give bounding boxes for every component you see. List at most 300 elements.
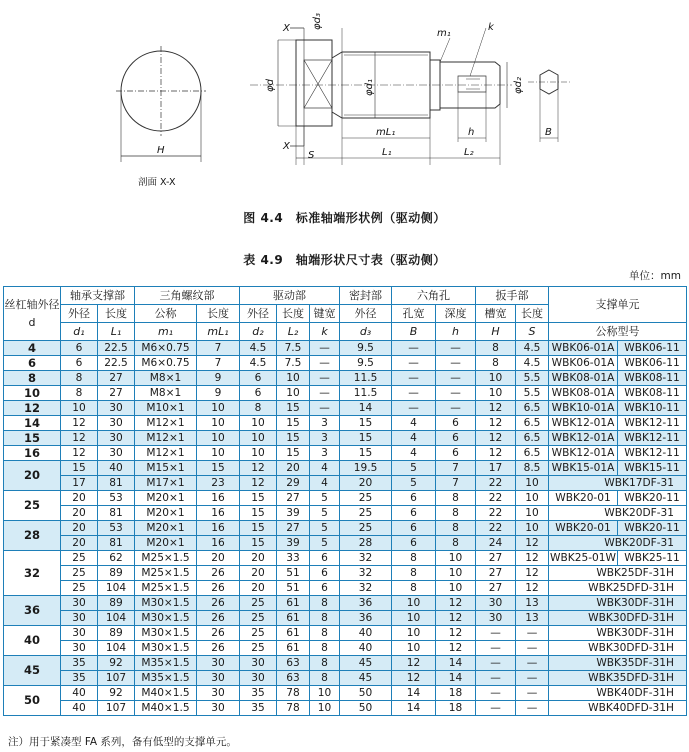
cell-d1: 6 — [61, 356, 98, 371]
cell-mL1: 9 — [197, 371, 240, 386]
cell-h: 18 — [436, 686, 476, 701]
cell-m1: M20×1 — [135, 521, 197, 536]
table-row — [4, 476, 687, 491]
cell-H: 10 — [476, 386, 516, 401]
cell-k: — — [310, 401, 340, 416]
table-row — [4, 686, 687, 701]
screw-dia-cell: 50 — [4, 686, 61, 716]
cell-B: — — [392, 341, 436, 356]
cell-B: 10 — [392, 596, 436, 611]
cell-B: 10 — [392, 641, 436, 656]
cell-mL1: 30 — [197, 701, 240, 716]
screw-dia-cell: 20 — [4, 461, 61, 491]
cell-d1: 17 — [61, 476, 98, 491]
header-outer-dia: 外径 — [61, 305, 98, 323]
cell-B: 12 — [392, 656, 436, 671]
cell-L2: 15 — [277, 401, 310, 416]
cell-d2: 20 — [240, 581, 277, 596]
cell-h: 6 — [436, 446, 476, 461]
cell-h: — — [436, 341, 476, 356]
cell-d2: 20 — [240, 566, 277, 581]
support-unit-model: WBK30DFD-31H — [549, 641, 687, 656]
table-row — [4, 431, 687, 446]
cell-mL1: 16 — [197, 536, 240, 551]
cell-S: — — [516, 626, 549, 641]
cell-d1: 40 — [61, 686, 98, 701]
support-unit-model: WBK06-11 — [618, 356, 687, 371]
support-unit-model: WBK12-01A — [549, 431, 618, 446]
cell-B: 8 — [392, 551, 436, 566]
cell-h: 10 — [436, 551, 476, 566]
cell-L2: 15 — [277, 431, 310, 446]
cell-mL1: 26 — [197, 581, 240, 596]
cell-H: 10 — [476, 371, 516, 386]
cell-S: 6.5 — [516, 416, 549, 431]
support-unit-model: WBK10-11 — [618, 401, 687, 416]
cell-L1: 104 — [98, 641, 135, 656]
support-unit-model: WBK20DF-31 — [549, 506, 687, 521]
support-unit-model: WBK12-11 — [618, 431, 687, 446]
screw-dia-cell: 32 — [4, 551, 61, 596]
cell-d3: 50 — [340, 686, 392, 701]
cell-mL1: 10 — [197, 401, 240, 416]
cell-S: — — [516, 701, 549, 716]
table-row — [4, 461, 687, 476]
cell-d2: 35 — [240, 701, 277, 716]
unit-label: 单位：mm — [629, 270, 681, 282]
label-X2: X — [283, 141, 290, 152]
cell-h: 14 — [436, 656, 476, 671]
cell-d3: 40 — [340, 641, 392, 656]
header-outer-dia: 外径 — [340, 305, 392, 323]
support-unit-model: WBK08-11 — [618, 371, 687, 386]
cell-m1: M25×1.5 — [135, 566, 197, 581]
label-phi-d2: φd₂ — [513, 77, 524, 94]
header-hole-width: 孔宽 — [392, 305, 436, 323]
cell-S: — — [516, 671, 549, 686]
cell-d3: 15 — [340, 431, 392, 446]
table-row — [4, 611, 687, 626]
cell-H: 22 — [476, 521, 516, 536]
cell-H: — — [476, 656, 516, 671]
cell-H: — — [476, 641, 516, 656]
cell-d1: 10 — [61, 401, 98, 416]
cell-k: 8 — [310, 671, 340, 686]
symbol-d2: d₂ — [240, 323, 277, 341]
cell-d2: 25 — [240, 641, 277, 656]
cell-d3: 25 — [340, 491, 392, 506]
cell-B: 4 — [392, 446, 436, 461]
cell-d3: 28 — [340, 536, 392, 551]
cell-L1: 107 — [98, 671, 135, 686]
cell-h: 8 — [436, 536, 476, 551]
cell-L2: 15 — [277, 416, 310, 431]
cell-h: — — [436, 356, 476, 371]
screw-dia-cell: 14 — [4, 416, 61, 431]
cell-d2: 6 — [240, 371, 277, 386]
symbol-L1: L₁ — [98, 323, 135, 341]
cell-k: 5 — [310, 491, 340, 506]
figure-title: 图 4.4 标准轴端形状例（驱动侧） — [243, 211, 446, 225]
cell-d1: 8 — [61, 386, 98, 401]
cell-d2: 4.5 — [240, 356, 277, 371]
cell-h: 14 — [436, 671, 476, 686]
cell-mL1: 30 — [197, 686, 240, 701]
cell-k: 5 — [310, 521, 340, 536]
screw-dia-cell: 8 — [4, 371, 61, 386]
table-row — [4, 521, 687, 536]
cell-m1: M30×1.5 — [135, 611, 197, 626]
table-row — [4, 536, 687, 551]
cell-S: 4.5 — [516, 341, 549, 356]
cell-d1: 30 — [61, 596, 98, 611]
cell-L1: 22.5 — [98, 356, 135, 371]
cell-m1: M8×1 — [135, 386, 197, 401]
cell-k: 10 — [310, 701, 340, 716]
support-unit-model: WBK25DFD-31H — [549, 581, 687, 596]
cell-H: 27 — [476, 581, 516, 596]
cell-d2: 35 — [240, 686, 277, 701]
header-groove-width: 槽宽 — [476, 305, 516, 323]
label-mL1: mL₁ — [376, 127, 396, 138]
cell-B: 10 — [392, 611, 436, 626]
cell-m1: M20×1 — [135, 536, 197, 551]
cell-d3: 19.5 — [340, 461, 392, 476]
cell-h: — — [436, 386, 476, 401]
table-row — [4, 491, 687, 506]
table-row — [4, 551, 687, 566]
cell-d2: 6 — [240, 386, 277, 401]
cell-S: 10 — [516, 521, 549, 536]
cell-m1: M12×1 — [135, 431, 197, 446]
cell-mL1: 16 — [197, 491, 240, 506]
cell-k: 3 — [310, 416, 340, 431]
cell-L2: 61 — [277, 596, 310, 611]
table-row — [4, 626, 687, 641]
cell-B: — — [392, 356, 436, 371]
cell-d3: 32 — [340, 551, 392, 566]
cell-L2: 33 — [277, 551, 310, 566]
shaft-body — [296, 40, 332, 126]
cell-k: 4 — [310, 476, 340, 491]
support-unit-model: WBK25-01W — [550, 551, 616, 564]
cell-L2: 39 — [277, 536, 310, 551]
cell-S: 12 — [516, 536, 549, 551]
cell-L1: 40 — [98, 461, 135, 476]
cell-L2: 61 — [277, 611, 310, 626]
cell-d3: 32 — [340, 566, 392, 581]
section-label: 剖面 X-X — [138, 177, 176, 188]
cell-d3: 11.5 — [340, 371, 392, 386]
cell-S: 6.5 — [516, 431, 549, 446]
cell-d1: 20 — [61, 521, 98, 536]
cell-L1: 92 — [98, 686, 135, 701]
cell-d1: 30 — [61, 641, 98, 656]
label-k: k — [488, 22, 494, 33]
table-row — [4, 416, 687, 431]
cell-m1: M15×1 — [135, 461, 197, 476]
cell-H: 30 — [476, 596, 516, 611]
cell-d1: 40 — [61, 701, 98, 716]
cell-d1: 25 — [61, 551, 98, 566]
support-unit-model: WBK25DF-31H — [549, 566, 687, 581]
cell-d1: 20 — [61, 491, 98, 506]
cell-L2: 63 — [277, 671, 310, 686]
header-drive-part: 驱动部 — [240, 287, 340, 305]
cell-S: — — [516, 686, 549, 701]
cell-m1: M6×0.75 — [135, 356, 197, 371]
cell-H: 12 — [476, 416, 516, 431]
symbol-H: H — [476, 323, 516, 341]
screw-dia-cell: 28 — [4, 521, 61, 551]
label-phi-d3: φd₃ — [312, 13, 323, 30]
cell-L1: 81 — [98, 536, 135, 551]
cell-h: 12 — [436, 596, 476, 611]
cell-h: 7 — [436, 476, 476, 491]
table-body — [4, 341, 687, 716]
label-X1: X — [283, 23, 290, 34]
cell-S: 6.5 — [516, 401, 549, 416]
table-title: 表 4.9 轴端形状尺寸表（驱动侧） — [243, 253, 446, 267]
table-row — [4, 671, 687, 686]
cell-k: — — [310, 341, 340, 356]
cell-d2: 25 — [240, 611, 277, 626]
support-unit-model: WBK12-01A — [549, 446, 618, 461]
symbol-L2: L₂ — [277, 323, 310, 341]
header-length: 长度 — [197, 305, 240, 323]
cell-mL1: 26 — [197, 596, 240, 611]
cell-h: 8 — [436, 506, 476, 521]
cell-B: — — [392, 371, 436, 386]
cell-k: 4 — [310, 461, 340, 476]
cell-d3: 15 — [340, 446, 392, 461]
screw-dia-cell: 6 — [4, 356, 61, 371]
header-length: 长度 — [516, 305, 549, 323]
cell-B: 14 — [392, 686, 436, 701]
cell-B: 5 — [392, 461, 436, 476]
header-bearing-part: 轴承支撑部 — [61, 287, 135, 305]
cell-B: 8 — [392, 581, 436, 596]
table-row — [4, 371, 687, 386]
symbol-k: k — [310, 323, 340, 341]
table-row — [4, 596, 687, 611]
cell-H: 27 — [476, 566, 516, 581]
header-nominal: 公称 — [135, 305, 197, 323]
cell-S: 10 — [516, 491, 549, 506]
cell-B: 12 — [392, 671, 436, 686]
cell-mL1: 26 — [197, 611, 240, 626]
cell-d3: 25 — [340, 506, 392, 521]
support-unit-model: WBK06-01A — [549, 341, 618, 356]
header-length: 长度 — [98, 305, 135, 323]
cell-B: 4 — [392, 431, 436, 446]
support-unit-model: WBK30DF-31H — [549, 596, 687, 611]
support-unit-model: WBK20-11 — [618, 521, 687, 536]
cell-k: — — [310, 386, 340, 401]
cell-d1: 20 — [61, 536, 98, 551]
cell-d1: 12 — [61, 431, 98, 446]
cell-d2: 25 — [240, 626, 277, 641]
cell-d3: 36 — [340, 611, 392, 626]
cell-H: 24 — [476, 536, 516, 551]
cell-H: 17 — [476, 461, 516, 476]
cell-S: — — [516, 656, 549, 671]
cell-d3: 15 — [340, 416, 392, 431]
support-unit-model: WBK20-01 — [549, 491, 618, 506]
cell-B: 6 — [392, 521, 436, 536]
cell-d2: 12 — [240, 476, 277, 491]
cell-m1: M17×1 — [135, 476, 197, 491]
cell-H: 12 — [476, 431, 516, 446]
header-model: 公称型号 — [549, 323, 687, 341]
cell-k: — — [310, 371, 340, 386]
cell-m1: M35×1.5 — [135, 656, 197, 671]
cell-k: 6 — [310, 566, 340, 581]
cell-L1: 30 — [98, 446, 135, 461]
cell-L2: 10 — [277, 371, 310, 386]
cell-d3: 9.5 — [340, 341, 392, 356]
cell-B: 6 — [392, 536, 436, 551]
support-unit-model: WBK08-01A — [549, 371, 618, 386]
cell-m1: M40×1.5 — [135, 701, 197, 716]
cell-mL1: 26 — [197, 626, 240, 641]
cell-H: 8 — [476, 341, 516, 356]
cell-d1: 25 — [61, 566, 98, 581]
cell-d2: 15 — [240, 521, 277, 536]
cell-d3: 9.5 — [340, 356, 392, 371]
cell-S: 8.5 — [516, 461, 549, 476]
cell-L2: 61 — [277, 626, 310, 641]
cell-d2: 15 — [240, 491, 277, 506]
support-unit-model: WBK08-01A — [549, 386, 618, 401]
cell-h: 7 — [436, 461, 476, 476]
header-outer-dia: 外径 — [240, 305, 277, 323]
cell-m1: M40×1.5 — [135, 686, 197, 701]
cell-L2: 27 — [277, 521, 310, 536]
cell-h: 6 — [436, 431, 476, 446]
cell-B: 4 — [392, 416, 436, 431]
cell-d2: 10 — [240, 431, 277, 446]
cell-k: 10 — [310, 686, 340, 701]
table-row — [4, 566, 687, 581]
shaft-end-dimension-table — [3, 286, 687, 716]
support-unit-model: WBK30DF-31H — [549, 626, 687, 641]
cell-k: 8 — [310, 656, 340, 671]
label-m1: m₁ — [437, 28, 451, 39]
cell-B: 14 — [392, 701, 436, 716]
table-row — [4, 446, 687, 461]
cell-d2: 12 — [240, 461, 277, 476]
header-support-unit: 支撑单元 — [549, 287, 687, 323]
cell-mL1: 7 — [197, 341, 240, 356]
cell-B: 8 — [392, 566, 436, 581]
cell-m1: M20×1 — [135, 491, 197, 506]
cell-mL1: 10 — [197, 446, 240, 461]
cell-d1: 20 — [61, 506, 98, 521]
cell-L2: 7.5 — [277, 341, 310, 356]
cell-k: 3 — [310, 446, 340, 461]
cell-mL1: 20 — [197, 551, 240, 566]
label-L1: L₁ — [382, 147, 392, 158]
cell-mL1: 26 — [197, 641, 240, 656]
header-depth: 深度 — [436, 305, 476, 323]
cell-m1: M6×0.75 — [135, 341, 197, 356]
table-row — [4, 386, 687, 401]
symbol-d3: d₃ — [340, 323, 392, 341]
cell-h: 10 — [436, 566, 476, 581]
cell-k: 5 — [310, 506, 340, 521]
cell-L2: 78 — [277, 686, 310, 701]
cell-H: — — [476, 626, 516, 641]
table-row — [4, 656, 687, 671]
label-S: S — [308, 150, 315, 161]
cell-L1: 30 — [98, 401, 135, 416]
support-unit-model: WBK15-01A — [549, 461, 618, 476]
cell-d2: 10 — [240, 416, 277, 431]
cell-mL1: 7 — [197, 356, 240, 371]
cell-d3: 25 — [340, 521, 392, 536]
cell-H: 22 — [476, 491, 516, 506]
cell-S: 12 — [516, 551, 549, 566]
cell-k: 8 — [310, 626, 340, 641]
screw-dia-cell: 16 — [4, 446, 61, 461]
table-row — [4, 356, 687, 371]
cell-d1: 35 — [61, 656, 98, 671]
symbol-S: S — [516, 323, 549, 341]
cell-mL1: 30 — [197, 656, 240, 671]
cell-S: 13 — [516, 611, 549, 626]
header-seal-part: 密封部 — [340, 287, 392, 305]
cell-d1: 15 — [61, 461, 98, 476]
cell-k: — — [310, 356, 340, 371]
cell-d1: 12 — [61, 446, 98, 461]
cell-H: — — [476, 686, 516, 701]
cell-m1: M35×1.5 — [135, 671, 197, 686]
cell-L1: 53 — [98, 491, 135, 506]
screw-dia-cell: 10 — [4, 386, 61, 401]
cell-L1: 104 — [98, 581, 135, 596]
cell-L1: 81 — [98, 476, 135, 491]
cell-k: 6 — [310, 581, 340, 596]
cell-mL1: 26 — [197, 566, 240, 581]
label-h: h — [468, 127, 475, 138]
cell-L1: 92 — [98, 656, 135, 671]
table-row — [4, 506, 687, 521]
cell-m1: M30×1.5 — [135, 641, 197, 656]
label-B: B — [545, 127, 552, 138]
cell-S: 5.5 — [516, 371, 549, 386]
cell-B: 6 — [392, 491, 436, 506]
support-unit-model: WBK15-11 — [618, 461, 687, 476]
cell-mL1: 23 — [197, 476, 240, 491]
cell-L2: 7.5 — [277, 356, 310, 371]
cell-d2: 15 — [240, 506, 277, 521]
screw-dia-cell: 36 — [4, 596, 61, 626]
label-L2: L₂ — [464, 147, 474, 158]
cell-L1: 53 — [98, 521, 135, 536]
cell-L1: 27 — [98, 386, 135, 401]
cell-L2: 29 — [277, 476, 310, 491]
cell-S: 6.5 — [516, 446, 549, 461]
cell-h: 8 — [436, 491, 476, 506]
cell-h: 12 — [436, 611, 476, 626]
cell-d1: 8 — [61, 371, 98, 386]
cell-d1: 12 — [61, 416, 98, 431]
cell-d2: 20 — [240, 551, 277, 566]
cell-mL1: 9 — [197, 386, 240, 401]
cell-m1: M12×1 — [135, 446, 197, 461]
cell-H: 8 — [476, 356, 516, 371]
